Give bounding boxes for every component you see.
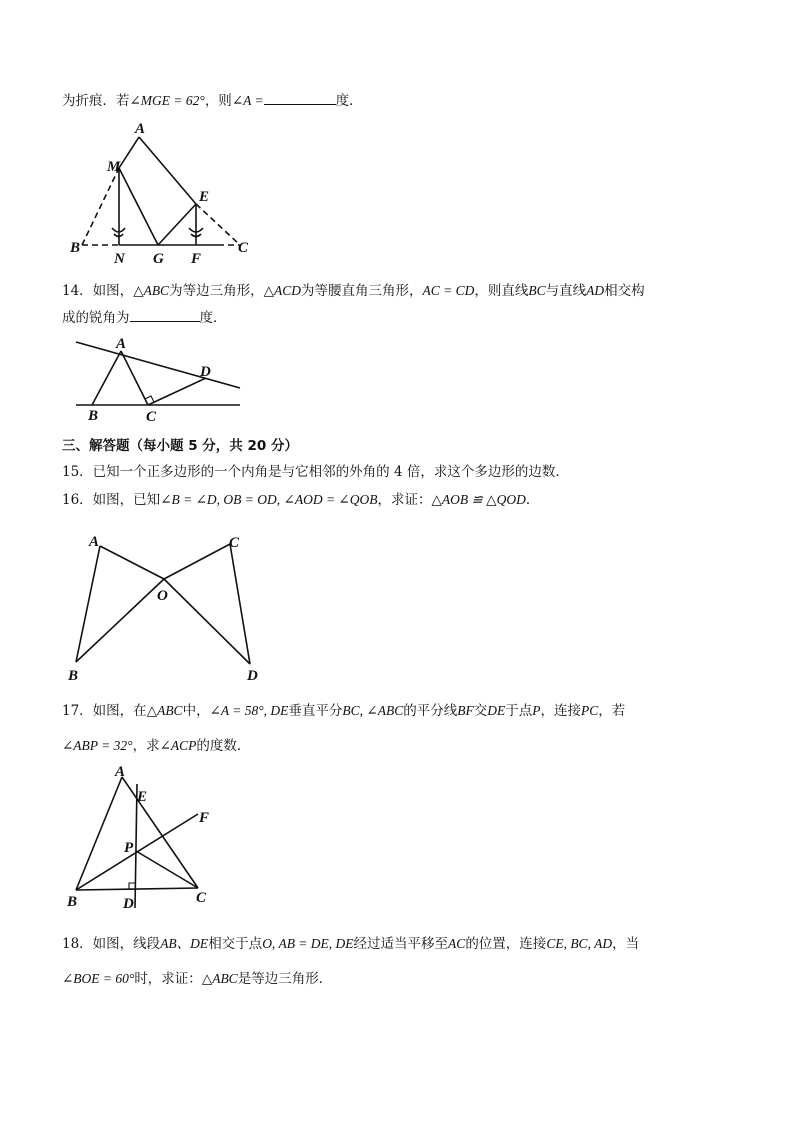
q17-line-2: [62, 736, 250, 756]
fig13-label-g: G: [153, 251, 164, 267]
fig16-seg-cd: [230, 544, 250, 664]
q17-math: ∠A = 58°, DE: [209, 703, 289, 718]
q13-math: ∠MGE = 62°: [129, 93, 205, 108]
fig17-label-a: A: [115, 764, 126, 780]
q14-text: 成的锐角为: [62, 310, 130, 326]
q18-math: O, AB = DE, DE: [262, 936, 354, 951]
q14-line-2: [62, 307, 227, 328]
q18-text: 时，求证：: [134, 971, 202, 987]
q17-math: ∠ACP: [159, 738, 197, 753]
fig14-label-a: A: [116, 336, 127, 352]
fig13-dashed-line: [196, 204, 240, 245]
q14-math: △ABC: [133, 283, 170, 298]
q13-line: [62, 90, 363, 111]
fig17-seg-pc: [136, 851, 198, 888]
fig14-side-cd: [148, 378, 206, 405]
fig14-side-ab: [92, 351, 121, 405]
fig13-label-f: F: [191, 251, 202, 267]
figure-13: [62, 118, 262, 268]
fig13-crease-ge: [158, 204, 196, 245]
q18-math: AB、DE: [160, 936, 209, 951]
q17-math: BC, ∠ABC: [342, 703, 404, 718]
fig13-label-a: A: [135, 121, 146, 137]
fig17-label-d: D: [123, 896, 134, 912]
q18-text: 是等边三角形．: [237, 971, 333, 987]
fig14-line-ad: [76, 342, 240, 388]
q13-text: 为折痕．若: [62, 93, 130, 109]
q17-math: △ABC: [146, 703, 183, 718]
q14-text: 为等腰直角三角形，: [300, 283, 423, 299]
fig13-crease-mg: [119, 168, 158, 245]
q18-math: AC: [448, 936, 466, 951]
q18-text: 相交于点: [208, 936, 263, 952]
q17-math: ∠ABP = 32°: [62, 738, 133, 753]
figure-17: [62, 762, 232, 912]
q17-math: PC: [580, 703, 599, 718]
q16-math: △AOB ≌ △QOD: [431, 492, 526, 507]
fig16-seg-ab: [76, 546, 100, 662]
q14-text: 为等边三角形，: [169, 283, 264, 299]
q14-text: 度．: [199, 310, 227, 326]
q18-text: 经过适当平移至: [353, 936, 449, 952]
fig16-label-b: B: [68, 668, 79, 684]
fig16-seg-oc: [164, 544, 230, 579]
q16-math: ∠B = ∠D, OB = OD, ∠AOD = ∠QOB: [160, 492, 378, 507]
fig17-label-p: P: [124, 840, 134, 856]
q17-math: DE: [487, 703, 506, 718]
q18-line-2: [62, 969, 332, 989]
fig16-seg-od: [164, 579, 250, 664]
fig13-side-ae: [139, 137, 196, 204]
fig13-label-m: M: [107, 159, 121, 175]
fig14-label-c: C: [146, 409, 157, 425]
q18-math: △ABC: [201, 971, 238, 986]
fig16-seg-bo: [76, 579, 164, 662]
fig16-label-a: A: [89, 534, 100, 550]
answer-blank[interactable]: [130, 307, 200, 322]
fig13-side-ma: [119, 137, 139, 168]
q13-math: ∠A =: [231, 93, 264, 108]
fig16-seg-ao: [100, 546, 164, 579]
q14-math: △ACD: [263, 283, 301, 298]
q17-line-1: [62, 701, 625, 721]
q17-text: 交: [473, 703, 488, 719]
q13-text: 度．: [335, 93, 363, 109]
figure-16: [62, 528, 282, 688]
fig13-dashed-line: [82, 168, 119, 245]
q18-line-1: [62, 934, 639, 954]
q14-math: BC: [528, 283, 546, 298]
q17-text: 的平分线: [403, 703, 458, 719]
q17-text: 中，: [182, 703, 210, 719]
q17-math: BF: [457, 703, 474, 718]
q17-text: ，若: [598, 703, 626, 719]
q17-text: 垂直平分: [288, 703, 343, 719]
q17-text: ，求: [132, 738, 160, 754]
q16-text: 16．如图，已知: [62, 492, 161, 508]
section-3-title: 三、解答题（每小题 5 分，共 20 分）: [62, 438, 298, 454]
fig14-label-b: B: [88, 408, 99, 424]
fig17-label-e: E: [137, 789, 148, 805]
q17-text: ，连接: [540, 703, 581, 719]
q14-text: ，则直线: [474, 283, 529, 299]
q14-line-1: [62, 281, 645, 301]
figure-14: [62, 334, 252, 426]
q14-text: 相交构: [604, 283, 645, 299]
fig16-label-d: D: [247, 668, 258, 684]
fig16-label-c: C: [229, 535, 240, 551]
fig13-label-c: C: [238, 240, 249, 256]
fig13-label-n: N: [114, 251, 125, 267]
fig17-label-f: F: [199, 810, 210, 826]
q18-text: 18．如图，线段: [62, 936, 161, 952]
q14-text: 14．如图，: [62, 283, 134, 299]
fig13-label-b: B: [70, 240, 81, 256]
answer-blank[interactable]: [264, 90, 336, 105]
fig17-side-ab: [76, 777, 122, 890]
fig17-side-ac: [122, 777, 198, 888]
q13-text: ，则: [204, 93, 232, 109]
fig17-side-bc: [76, 888, 198, 890]
q18-math: CE, BC, AD: [546, 936, 613, 951]
q17-text: 17．如图，在: [62, 703, 147, 719]
q16-line: [62, 490, 539, 510]
q14-text: 与直线: [545, 283, 587, 299]
fig13-label-e: E: [199, 189, 210, 205]
q18-text: ，当: [612, 936, 640, 952]
q14-math: AD: [586, 283, 605, 298]
q17-math: P: [532, 703, 541, 718]
q17-text: 于点: [505, 703, 533, 719]
q15-line: 15．已知一个正多边形的一个内角是与它相邻的外角的 4 倍，求这个多边形的边数．: [62, 464, 569, 480]
q16-text: ．: [525, 492, 540, 508]
fig17-label-c: C: [196, 890, 207, 906]
fig17-label-b: B: [67, 894, 78, 910]
fig16-label-o: O: [157, 588, 168, 604]
q17-text: 的度数．: [196, 738, 251, 754]
fig14-label-d: D: [200, 364, 211, 380]
q16-text: ，求证：: [377, 492, 432, 508]
q18-text: 的位置，连接: [465, 936, 547, 952]
q18-math: ∠BOE = 60°: [62, 971, 135, 986]
q14-math: AC = CD: [422, 283, 475, 298]
